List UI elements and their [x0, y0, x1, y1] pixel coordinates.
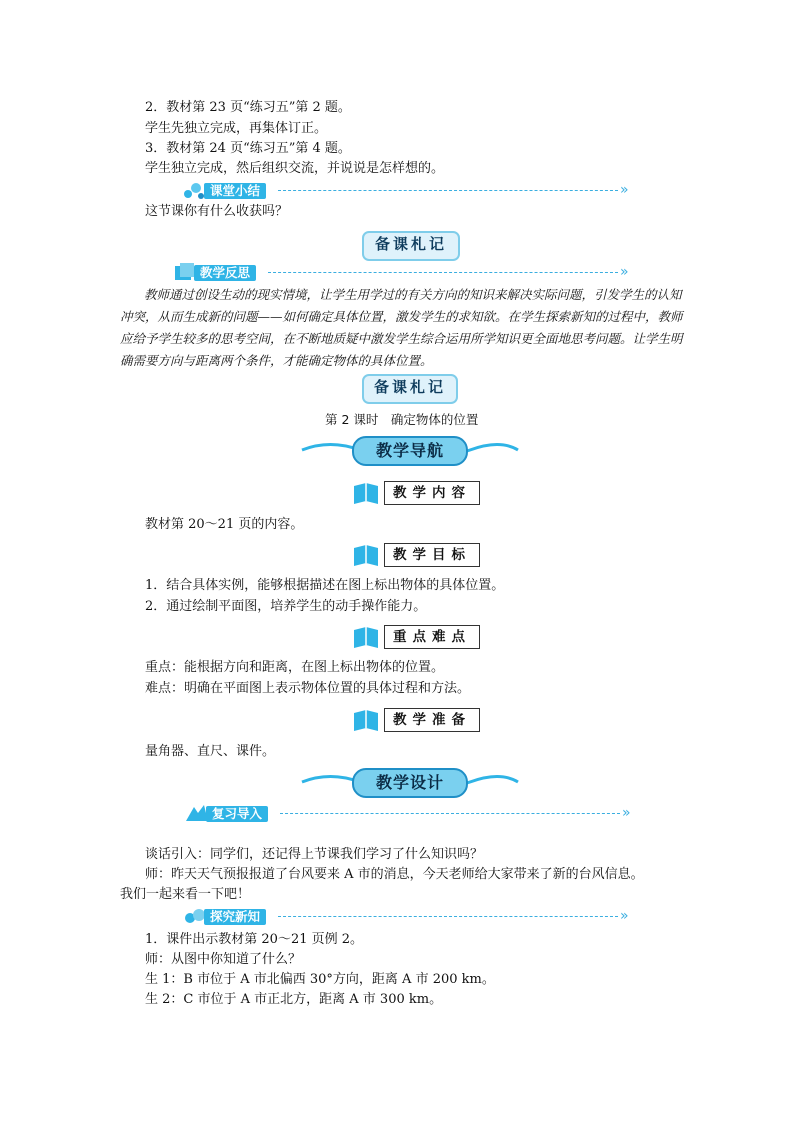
- lesson-title: 第 2 课时 确定物体的位置: [325, 412, 479, 427]
- explore-line-2: 师：从图中你知道了什么？: [145, 952, 302, 967]
- section-title: 探究新知: [204, 909, 266, 925]
- review-line-1: 谈话引入：同学们，还记得上节课我们学习了什么知识吗？: [145, 847, 484, 862]
- book-icon: [352, 544, 380, 568]
- exercise-2-line: 2．教材第 23 页“练习五”第 2 题。: [145, 100, 351, 115]
- banner-title: 教学导航: [352, 436, 468, 466]
- exercise-3-note: 学生独立完成，然后组织交流，并说说是怎样想的。: [145, 161, 445, 176]
- prep-text: 量角器、直尺、课件。: [145, 744, 276, 759]
- section-title: 教学反思: [194, 265, 256, 281]
- box-header-prep: [352, 708, 482, 734]
- design-banner: [300, 767, 520, 797]
- review-line-3: 我们一起来看一下吧！: [120, 887, 251, 902]
- section-header-summary: [182, 180, 642, 202]
- box-title: 教学目标: [384, 543, 480, 567]
- section-title: 复习导入: [206, 806, 268, 822]
- box-header-keypoints: [352, 625, 482, 651]
- reflection-text: 教师通过创设生动的现实情境，让学生用学过的有关方向的知识来解决实际问题，引发学生的认知冲突，从而生成新的问题——如何确定具体位置，激发学生的求知欲。在学生探索新知的过程中，教师应给予学生较多的思考空间，在不断地质疑中激发学生综合运用所学知识更全面地思考问题。让学生明确需要方向与距离两个条件，才能确定物体的具体位置。: [120, 287, 683, 368]
- explore-line-3: 生 1：B 市位于 A 市北偏西 30°方向，距离 A 市 200 km。: [145, 972, 495, 987]
- banner-title: 教学设计: [352, 768, 468, 798]
- box-title: 教学内容: [384, 481, 480, 505]
- dashed-rule: [280, 813, 620, 814]
- arrow-icon: »: [620, 182, 629, 198]
- arrow-icon: »: [620, 908, 629, 924]
- explore-line-1: 1．课件出示教材第 20～21 页例 2。: [145, 932, 364, 947]
- notes-badge: 备课札记: [362, 231, 460, 261]
- exercise-3-line: 3．教材第 24 页“练习五”第 4 题。: [145, 141, 351, 156]
- box-header-goals: [352, 543, 482, 569]
- content-text: 教材第 20～21 页的内容。: [145, 517, 304, 532]
- explore-line-4: 生 2：C 市位于 A 市正北方，距离 A 市 300 km。: [145, 992, 443, 1007]
- difficult-point: 难点：明确在平面图上表示物体位置的具体过程和方法。: [145, 681, 471, 696]
- summary-text: 这节课你有什么收获吗？: [145, 204, 289, 219]
- goal-2: 2．通过绘制平面图，培养学生的动手操作能力。: [145, 599, 427, 614]
- box-title: 重点难点: [384, 625, 480, 649]
- arrow-icon: »: [620, 264, 629, 280]
- book-icon: [352, 482, 380, 506]
- section-header-reflection: [172, 262, 642, 284]
- dashed-rule: [278, 916, 618, 917]
- section-header-review: [184, 803, 644, 825]
- notes-badge-2: 备课札记: [362, 374, 458, 404]
- section-header-explore: [182, 906, 642, 928]
- dashed-rule: [268, 272, 618, 273]
- dashed-rule: [278, 190, 618, 191]
- box-header-content: [352, 481, 482, 507]
- box-title: 教学准备: [384, 708, 480, 732]
- review-line-2: 师：昨天天气预报报道了台风要来 A 市的消息，今天老师给大家带来了新的台风信息。: [145, 867, 644, 882]
- book-icon: [352, 709, 380, 733]
- exercise-2-note: 学生先独立完成，再集体订正。: [145, 121, 328, 136]
- key-point: 重点：能根据方向和距离，在图上标出物体的位置。: [145, 660, 445, 675]
- section-title: 课堂小结: [204, 183, 266, 199]
- book-icon: [352, 626, 380, 650]
- goal-1: 1．结合具体实例，能够根据描述在图上标出物体的具体位置。: [145, 578, 505, 593]
- nav-banner: [300, 435, 520, 465]
- arrow-icon: »: [622, 805, 631, 821]
